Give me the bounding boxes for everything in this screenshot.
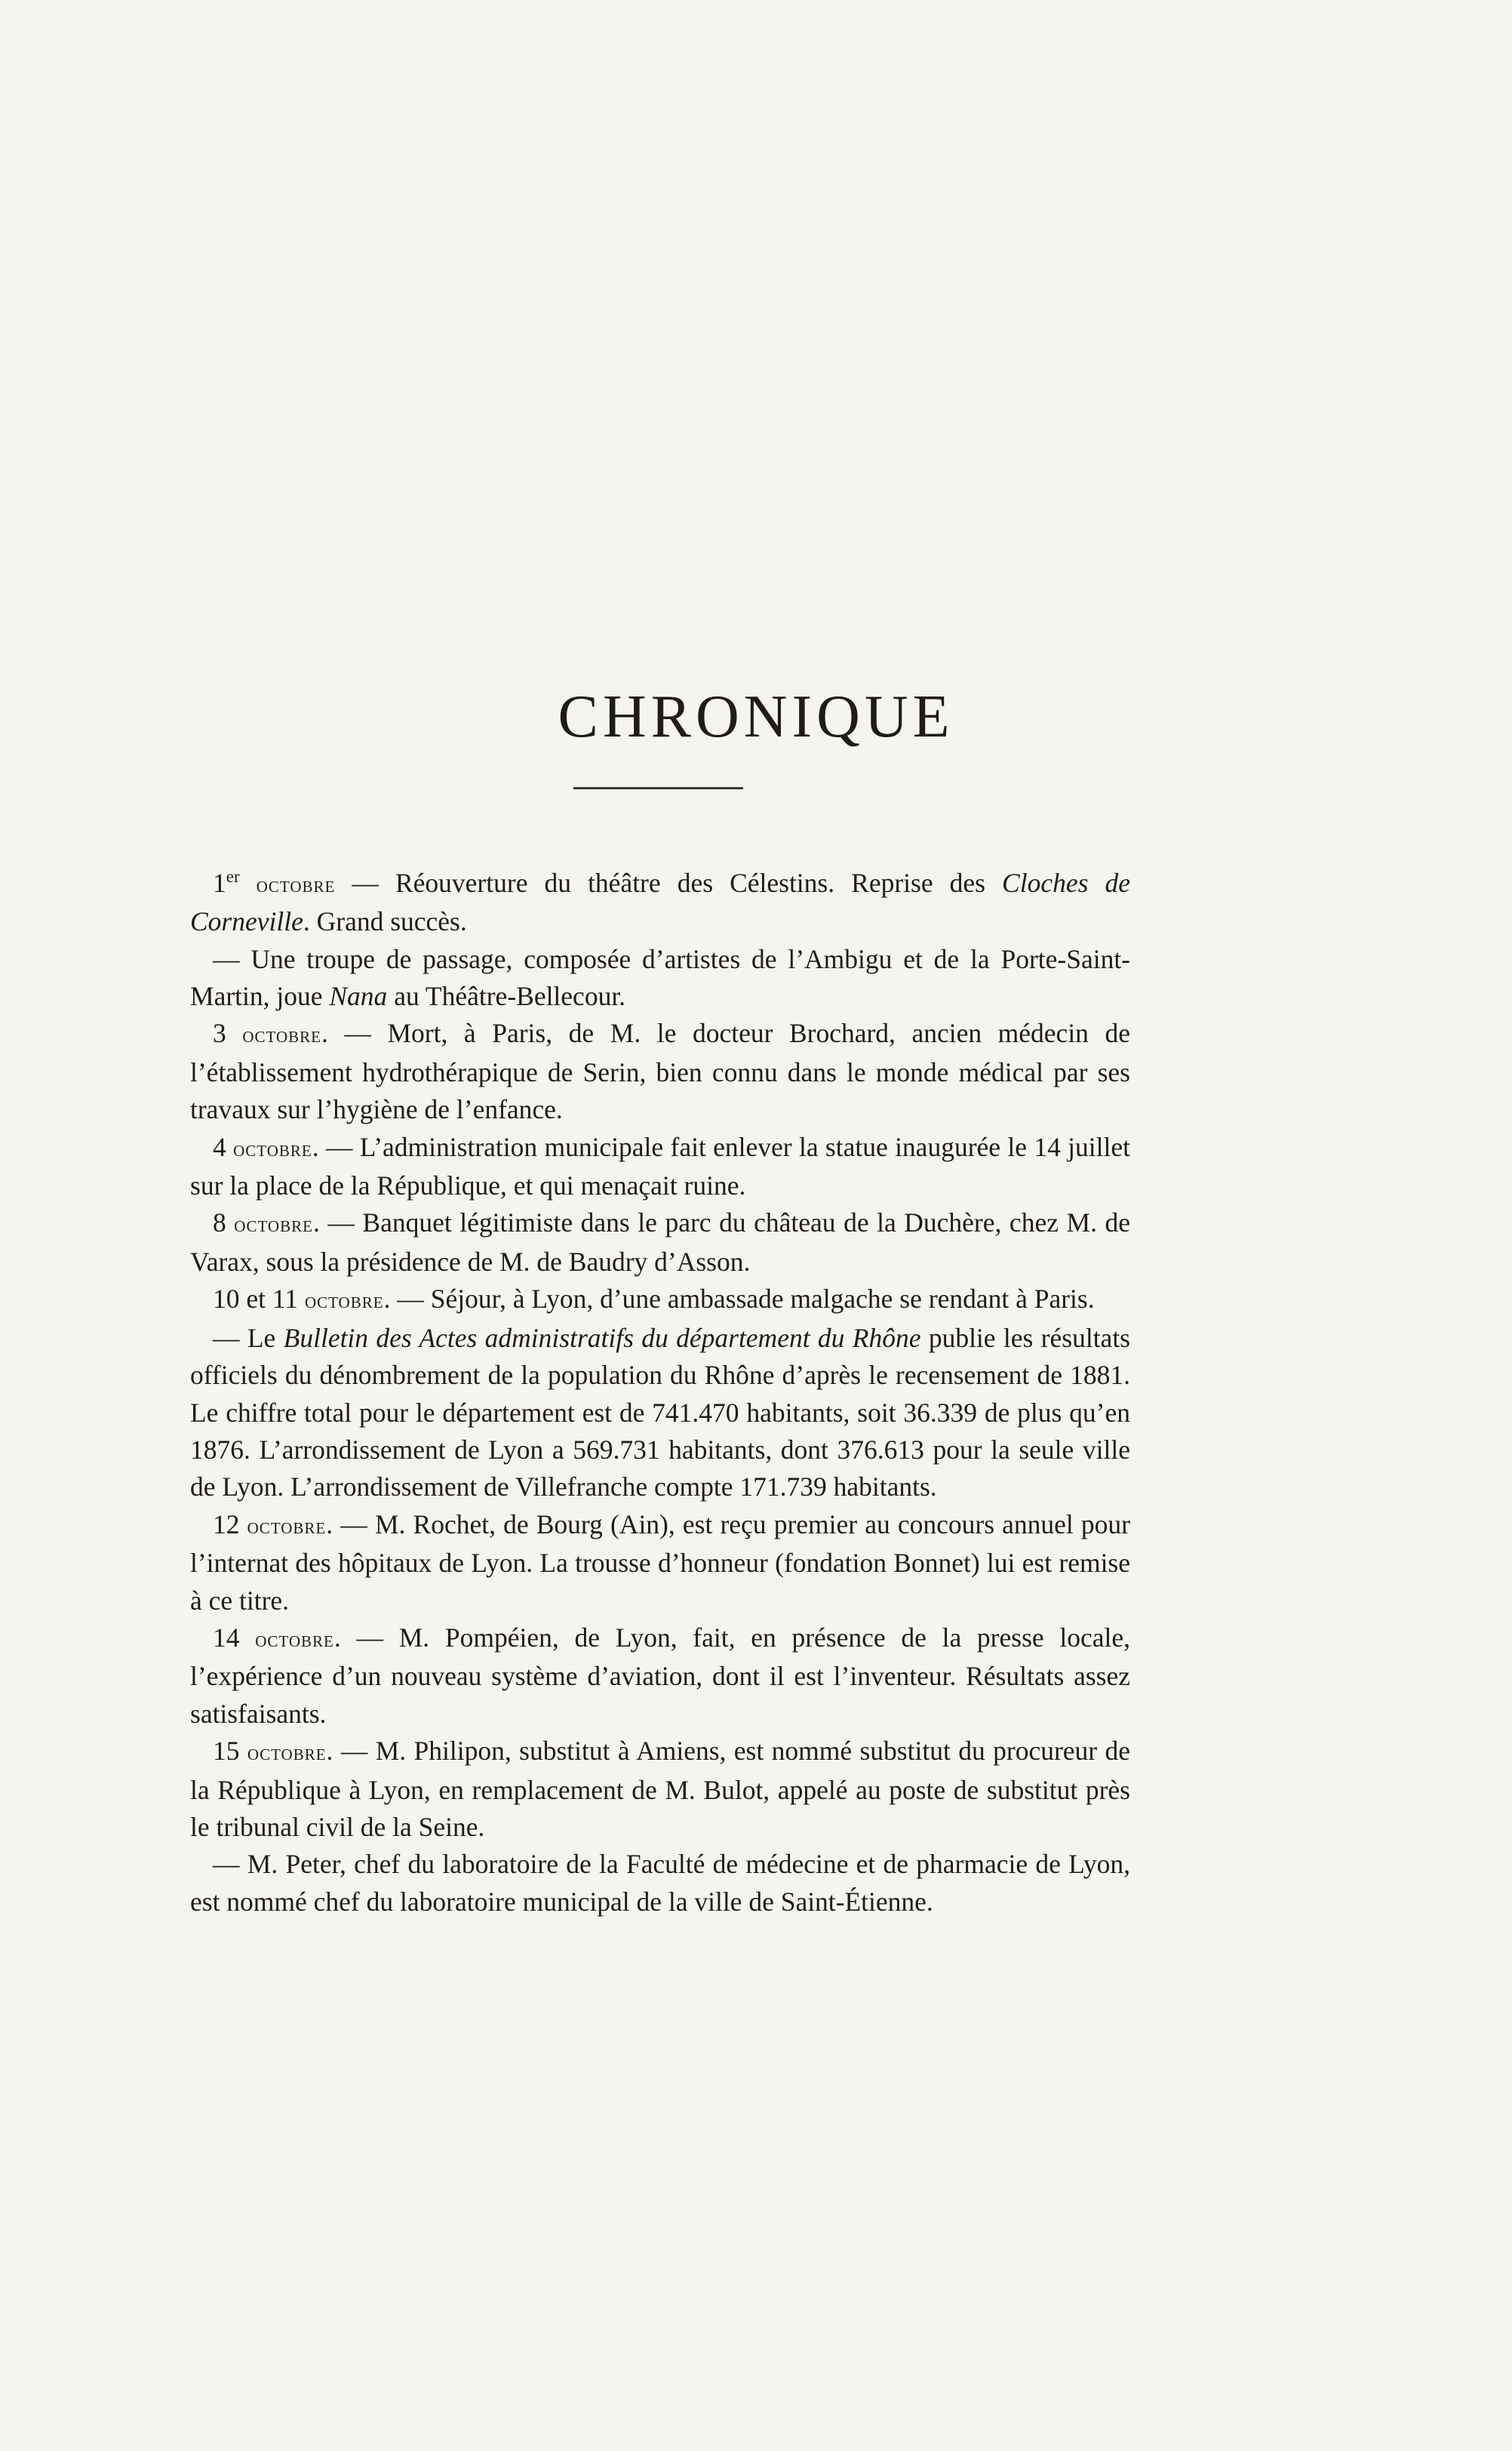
entry-text: . Grand succès. xyxy=(303,906,467,937)
entry-text: publie les résultats officiels du dénombrement de la population du Rhône d’après le recensement de 1881. Le chiffre total pour le département est de 741.470 habitants, soit 36.339 de plus qu’en 1876. L’arrondissement de Lyon a 569.731 habitants, dont 376.613 pour la seule ville de Lyon. L’arrondissement de Villefranche compte 171.739 habitants. xyxy=(190,1322,1130,1502)
entry-text: — Le xyxy=(213,1322,284,1353)
entry-date xyxy=(213,1509,326,1539)
chronicle-entry xyxy=(190,1204,1130,1281)
entry-date-month: octobre xyxy=(247,1739,327,1766)
entry-text: . — L’administration municipale fait enlever la statue inaugurée le 14 juillet sur la place de la République, et qui menaçait ruine. xyxy=(190,1131,1130,1201)
entry-italic-text: Bulletin des Actes administratifs du département du Rhône xyxy=(283,1322,921,1353)
entry-date-month: octobre xyxy=(256,871,336,897)
chronicle-entry xyxy=(190,1506,1130,1619)
entry-text: — M. Peter, chef du laboratoire de la Faculté de médecine et de pharmacie de Lyon, est nommé chef du laboratoire municipal de la ville de Saint-Étienne. xyxy=(190,1849,1130,1917)
entry-date-day: 8 xyxy=(213,1207,226,1238)
entry-date-month: octobre xyxy=(304,1287,384,1314)
entry-date-sup: er xyxy=(226,866,240,886)
entry-text: . — M. Philipon, substitut à Amiens, est nommé substitut du procureur de la République à Lyon, en remplacement de M. Bulot, appelé au poste de substitut près le tribunal civil de la Seine. xyxy=(190,1736,1131,1842)
entry-text: . — Séjour, à Lyon, d’une ambassade malgache se rendant à Paris. xyxy=(383,1284,1095,1315)
entry-date-day: 3 xyxy=(213,1018,226,1049)
entry-date-day: 15 xyxy=(213,1736,240,1767)
chronicle-entry xyxy=(190,1129,1130,1205)
entry-date-day: 4 xyxy=(213,1131,226,1162)
entry-date xyxy=(213,1132,312,1162)
entry-text: . — Banquet légitimiste dans le parc du château de la Duchère, chez M. de Varax, sous la présidence de M. de Baudry d’Asson. xyxy=(190,1207,1130,1277)
chronicle-entries xyxy=(190,858,1130,1921)
entry-text: . — M. Pompéien, de Lyon, fait, en présence de la presse locale, l’expérience d’un nouveau système d’aviation, dont il est l’inventeur. Résultats assez satisfaisants. xyxy=(190,1622,1131,1729)
chronicle-entry xyxy=(190,1281,1130,1319)
chronicle-entry xyxy=(190,1733,1130,1846)
entry-date-day: 10 et 11 xyxy=(213,1284,299,1315)
title-rule xyxy=(573,787,743,789)
entry-italic-text: Cloches de Corneville xyxy=(190,867,1130,937)
entry-date xyxy=(213,1207,313,1238)
chronicle-entry xyxy=(190,1015,1130,1128)
entry-date xyxy=(213,1736,327,1766)
entry-text: — Réouverture du théâtre des Célestins. Reprise des xyxy=(335,867,1003,898)
entry-date-month: octobre xyxy=(242,1022,321,1048)
entry-date xyxy=(213,1284,384,1314)
entry-date xyxy=(213,1018,321,1048)
entry-date xyxy=(213,868,335,898)
entry-text: au Théâtre-Bellecour. xyxy=(387,981,626,1012)
entry-date-month: octobre xyxy=(255,1625,334,1652)
chronicle-entry xyxy=(190,858,1130,941)
entry-date-month: octobre xyxy=(233,1135,312,1161)
entry-date-month: octobre xyxy=(247,1512,327,1539)
page-title: CHRONIQUE xyxy=(558,684,954,750)
entry-date-day: 14 xyxy=(213,1622,240,1653)
chronicle-entry xyxy=(190,1619,1130,1733)
chronicle-entry xyxy=(190,1320,1130,1506)
entry-date xyxy=(213,1622,334,1653)
entry-date-day: 12 xyxy=(213,1508,240,1539)
chronicle-entry xyxy=(190,941,1130,1016)
chronicle-entry xyxy=(190,1846,1130,1921)
entry-date-day: 1 xyxy=(213,867,226,898)
entry-text: . — M. Rochet, de Bourg (Ain), est reçu premier au concours annuel pour l’internat des hôpitaux de Lyon. La trousse d’honneur (fondation Bonnet) lui est remise à ce titre. xyxy=(190,1508,1130,1616)
entry-text: . — Mort, à Paris, de M. le docteur Brochard, ancien médecin de l’établissement hydrothérapique de Serin, bien connu dans le monde médical par ses travaux sur l’hygiène de l’enfance. xyxy=(190,1018,1131,1125)
entry-text: — Une troupe de passage, composée d’artistes de l’Ambigu et de la Porte-Saint-Martin, joue xyxy=(190,943,1130,1012)
entry-italic-text: Nana xyxy=(329,981,388,1012)
entry-date-month: octobre xyxy=(234,1211,313,1238)
